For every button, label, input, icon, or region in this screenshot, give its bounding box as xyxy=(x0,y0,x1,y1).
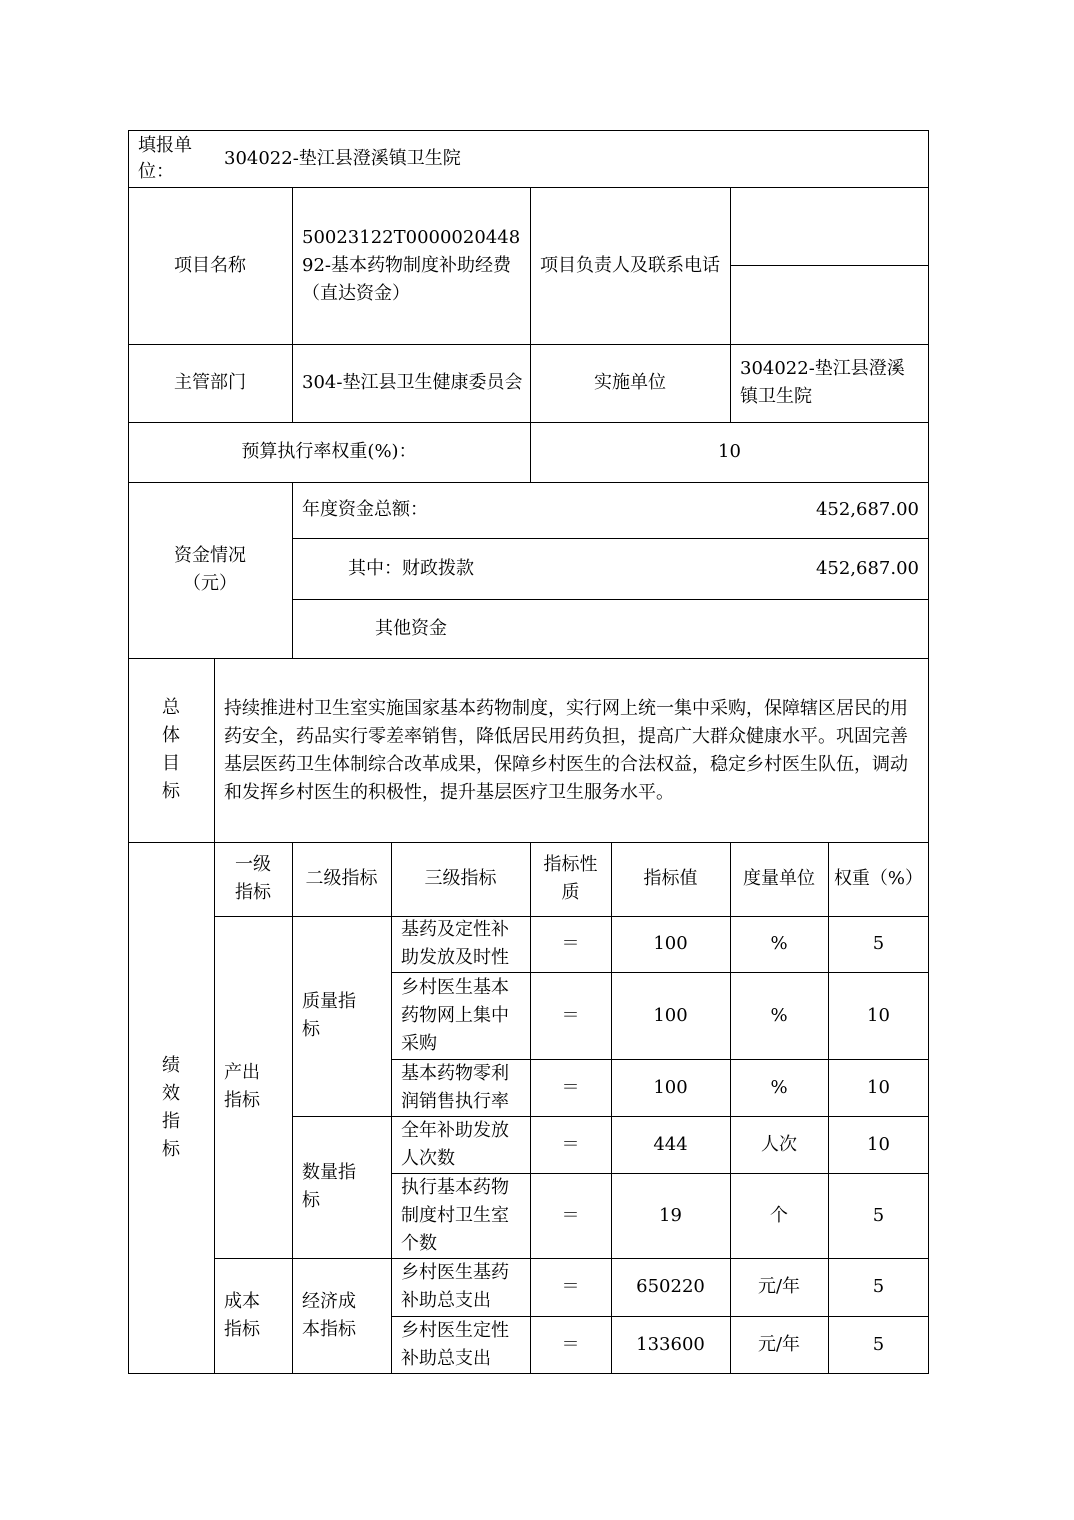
indicator-nature: ＝ xyxy=(561,1133,580,1155)
level2-quality: 质量指标 xyxy=(302,991,356,1040)
header-nature: 指标性质 xyxy=(543,854,598,903)
level1-output: 产出指标 xyxy=(224,1062,260,1111)
indicator-value: 650220 xyxy=(636,1276,705,1297)
indicator-weight: 10 xyxy=(867,1004,890,1026)
funds-total-value: 452,687.00 xyxy=(815,499,919,520)
level2-quantity: 数量指标 xyxy=(302,1162,356,1211)
project-name-value: 50023122T000002044892-基本药物制度补助经费（直达资金） xyxy=(302,226,521,304)
indicator-value: 100 xyxy=(653,1004,688,1026)
indicator-value: 100 xyxy=(653,1076,688,1098)
performance-label-cell xyxy=(128,842,214,1374)
indicator-unit: % xyxy=(770,1004,788,1026)
indicator-unit: 元/年 xyxy=(757,1276,801,1297)
indicator-name: 乡村医生基本药物网上集中采购 xyxy=(401,976,509,1054)
overall-goal-text: 持续推进村卫生室实施国家基本药物制度，实行网上统一集中采购，保障辖区居民的用药安全，药品实行零差率销售，降低居民用药负担，提高广大群众健康水平。巩固完善基层医药卫生体制综合改革成果，保障乡村医生的合法权益，稳定乡村医生队伍，调动和发挥乡村医生的积极性，提升基层医疗卫生服务水平。 xyxy=(224,698,908,803)
header-level3: 三级指标 xyxy=(424,868,497,889)
indicator-name: 基药及定性补助发放及时性 xyxy=(401,919,509,968)
project-name-label: 项目名称 xyxy=(174,254,246,276)
indicator-unit: 人次 xyxy=(761,1133,797,1155)
funds-other-label: 其他资金 xyxy=(375,617,447,639)
fill-unit-label: 填报单位： xyxy=(138,134,192,182)
indicator-value: 19 xyxy=(659,1204,682,1226)
header-level2: 二级指标 xyxy=(305,868,378,889)
header-unit: 度量单位 xyxy=(743,868,815,889)
header-weight: 权重（%） xyxy=(833,868,924,889)
indicator-nature: ＝ xyxy=(561,1204,580,1226)
indicator-nature: ＝ xyxy=(561,1276,580,1297)
indicator-unit: 个 xyxy=(770,1204,788,1226)
indicator-name: 全年补助发放人次数 xyxy=(401,1119,509,1169)
overall-goal-label: 总体目标 xyxy=(162,697,180,802)
indicator-nature: ＝ xyxy=(561,1004,580,1026)
indicator-name: 基本药物零利润销售执行率 xyxy=(401,1062,509,1112)
project-manager-label: 项目负责人及联系电话 xyxy=(540,254,720,276)
funds-other-value xyxy=(530,599,929,658)
funds-fiscal-value: 452,687.00 xyxy=(815,557,919,579)
performance-target-form xyxy=(128,130,929,1374)
indicator-weight: 5 xyxy=(872,1204,885,1226)
funds-label: 资金情况（元） xyxy=(174,545,246,594)
header-level1: 一级指标 xyxy=(235,854,271,903)
indicator-unit: 元/年 xyxy=(757,1333,801,1355)
project-manager-name xyxy=(730,187,929,265)
indicator-name: 乡村医生基药补助总支出 xyxy=(401,1262,509,1311)
fill-unit-value: 304022-垫江县澄溪镇卫生院 xyxy=(224,147,461,169)
indicator-weight: 10 xyxy=(867,1076,890,1098)
budget-rate-weight-label: 预算执行率权重(%)： xyxy=(241,441,417,462)
department-label: 主管部门 xyxy=(174,372,246,393)
overall-goal-label-cell xyxy=(128,658,214,842)
project-manager-phone xyxy=(730,265,929,344)
level2-economic-cost: 经济成本指标 xyxy=(302,1291,356,1340)
indicator-value: 100 xyxy=(653,933,688,954)
indicator-unit: % xyxy=(770,1076,788,1098)
implementing-unit-value: 304022-垫江县澄溪镇卫生院 xyxy=(740,358,905,407)
indicator-nature: ＝ xyxy=(561,1333,580,1355)
performance-label: 绩效指标 xyxy=(162,1055,180,1160)
header-target-value: 指标值 xyxy=(643,868,698,889)
indicator-weight: 5 xyxy=(872,1333,885,1355)
indicator-unit: % xyxy=(770,933,788,954)
funds-total-label: 年度资金总额： xyxy=(302,499,428,520)
indicator-nature: ＝ xyxy=(561,1076,580,1098)
level1-cost: 成本指标 xyxy=(224,1291,260,1340)
implementing-unit-label: 实施单位 xyxy=(594,372,666,393)
budget-rate-weight-value: 10 xyxy=(718,441,741,462)
indicator-weight: 5 xyxy=(872,1276,885,1297)
indicator-name: 乡村医生定性补助总支出 xyxy=(401,1319,509,1369)
indicator-name: 执行基本药物制度村卫生室个数 xyxy=(401,1176,509,1254)
funds-fiscal-label: 其中：财政拨款 xyxy=(348,557,474,579)
indicator-value: 133600 xyxy=(636,1333,705,1355)
department-value: 304-垫江县卫生健康委员会 xyxy=(302,372,523,393)
indicator-nature: ＝ xyxy=(561,933,580,954)
indicator-weight: 5 xyxy=(872,933,885,954)
indicator-weight: 10 xyxy=(867,1133,890,1155)
indicator-value: 444 xyxy=(653,1133,688,1155)
